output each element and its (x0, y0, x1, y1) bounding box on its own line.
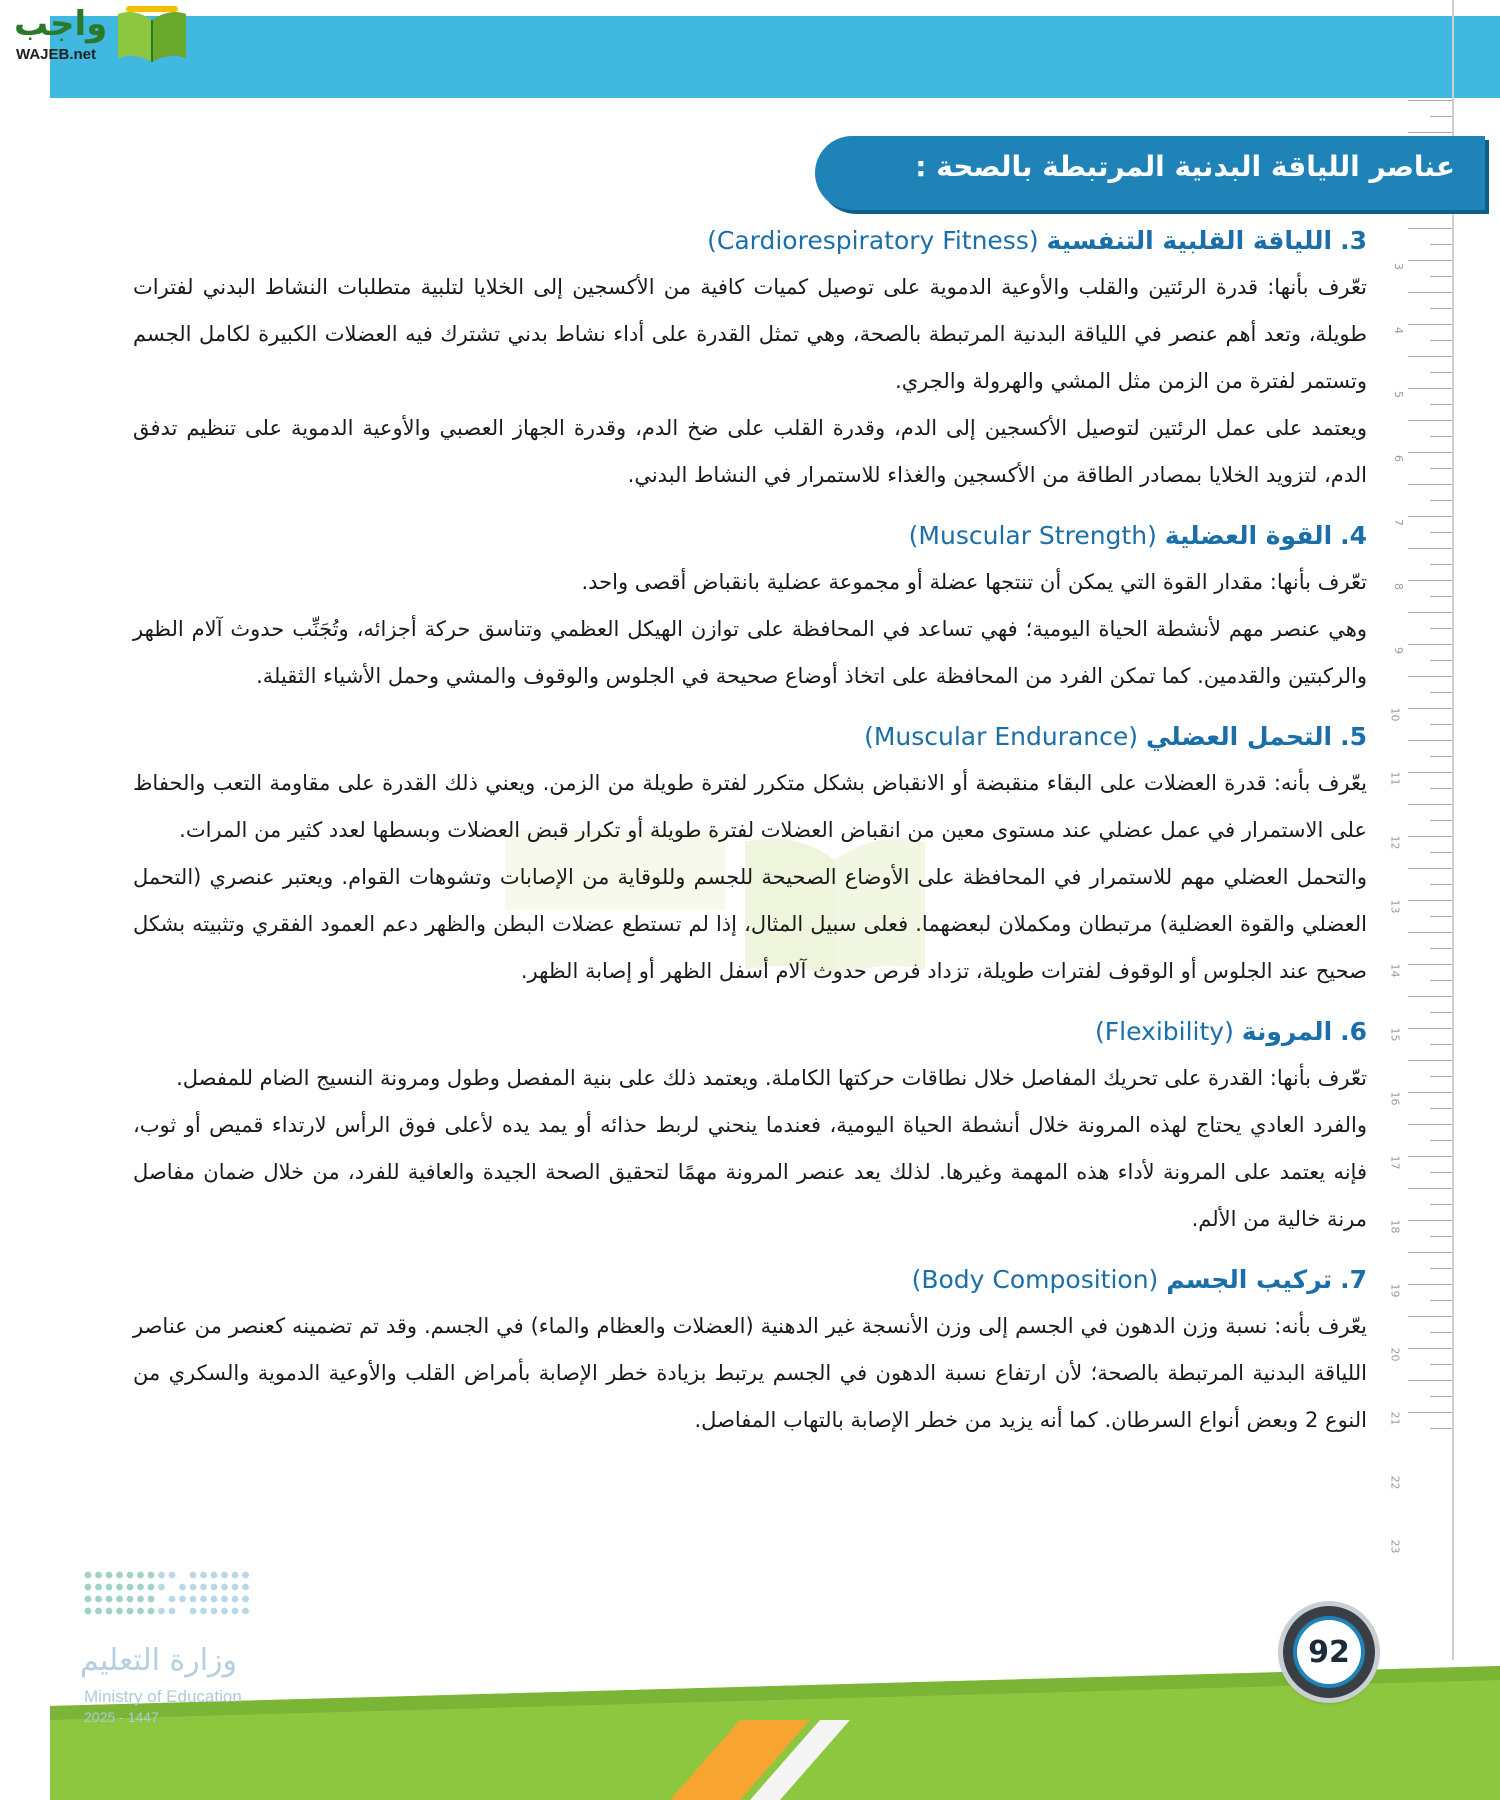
ministry-dot (95, 1608, 102, 1615)
logo-latin-text: WAJEB.net (16, 46, 97, 63)
ministry-english-name: Ministry of Education (84, 1687, 242, 1706)
ministry-dot (200, 1584, 207, 1591)
item-paragraph: والتحمل العضلي مهم للاستمرار في المحافظة على الأوضاع الصحيحة للجسم وللوقاية من الإصابات وتشوهات القوام. ويعتبر عنصري (التحمل العضلي والقوة العضلية) مرتبطان ومكملان لبعضهما. فعلى سبيل المثال، إذا لم تستطع عضلات البطن والظهر دعم العمود الفقري وتثبيته بشكل صحيح عند الجلوس أو الوقوف لفترات طويلة، تزداد فرص حدوث آلام أسفل الظهر أو إصابة الظهر. (133, 865, 1367, 983)
ministry-dot (148, 1584, 155, 1591)
side-ruler (1388, 100, 1452, 1620)
ministry-dot (242, 1572, 249, 1579)
ruler-number: 10 (1388, 707, 1402, 722)
item-paragraph: والفرد العادي يحتاج لهذه المرونة خلال أنشطة الحياة اليومية، فعندما ينحني لربط حذائه أو يمد يده لأعلى فوق الرأس لارتداء قميص أو ثوب، فإنه يعتمد على المرونة لأداء هذه المهمة وغيرها. لذلك يعد عنصر المرونة مهمًا لتحقيق الصحة الجيدة والعافية للفرد، من خلال ضمان مفاصل مرنة خالية من الألم. (133, 1113, 1367, 1231)
ministry-of-education-logo (80, 1565, 270, 1725)
ministry-dot (158, 1584, 165, 1591)
ruler-number: 14 (1388, 963, 1402, 978)
item-title-english: (Body Composition) (911, 1265, 1159, 1294)
ministry-dot (137, 1572, 144, 1579)
ministry-dot (106, 1608, 113, 1615)
ruler-number: 20 (1388, 1347, 1402, 1362)
ministry-dot (95, 1584, 102, 1591)
item-number: 6. (1340, 1017, 1367, 1046)
page-edge-line (1452, 0, 1454, 1800)
ministry-dot (95, 1596, 102, 1603)
ministry-dot (169, 1572, 176, 1579)
item-title-arabic: القوة العضلية (1164, 521, 1333, 550)
ministry-dot (116, 1608, 123, 1615)
item-heading (133, 1009, 1367, 1055)
ministry-dot (148, 1572, 155, 1579)
item-paragraph: يعّرف بأنه: نسبة وزن الدهون في الجسم إلى وزن الأنسجة غير الدهنية (العضلات والعظام والماء) في الجسم. وقد تم تضمينه كعنصر من عناصر اللياقة البدنية المرتبطة بالصحة؛ لأن ارتفاع نسبة الدهون في الجسم يرتبط بزيادة خطر الإصابة بأمراض القلب والأوعية الدموية والسكري من النوع 2 وبعض أنواع السرطان. كما أنه يزيد من خطر الإصابة بالتهاب المفاصل. (133, 1314, 1367, 1432)
ruler-number: 19 (1388, 1283, 1402, 1298)
ruler-number: 16 (1388, 1091, 1402, 1106)
ministry-arabic-name: وزارة التعليم (80, 1643, 238, 1678)
item-title-arabic: التحمل العضلي (1145, 722, 1333, 751)
ministry-dot (232, 1584, 239, 1591)
ministry-dot (127, 1572, 134, 1579)
ministry-dot (85, 1572, 92, 1579)
item-paragraph: يعّرف بأنه: قدرة العضلات على البقاء منقبضة أو الانقباض بشكل متكرر لفترة طويلة من الزمن. ويعني ذلك القدرة على مقاومة التعب والحفاظ على الاستمرار في عمل عضلي عند مستوى معين من انقباض العضلات لفترة طويلة أو تكرار قبض العضلات وبسطها لعدد كثير من المرات. (133, 771, 1367, 842)
ministry-dot (190, 1596, 197, 1603)
ruler-number: 8 (1392, 583, 1405, 590)
ministry-dot (221, 1572, 228, 1579)
ministry-dot (179, 1584, 186, 1591)
ministry-dot (190, 1608, 197, 1615)
ministry-dot (85, 1608, 92, 1615)
ministry-dot (242, 1608, 249, 1615)
ministry-dot (232, 1596, 239, 1603)
ruler-number: 15 (1388, 1027, 1402, 1042)
item-title-arabic: اللياقة القلبية التنفسية (1046, 226, 1333, 255)
ministry-dot (200, 1572, 207, 1579)
ruler-number: 11 (1388, 771, 1402, 786)
ruler-number: 6 (1392, 455, 1405, 462)
ministry-dot (190, 1572, 197, 1579)
ministry-dot (158, 1572, 165, 1579)
ministry-dot (221, 1608, 228, 1615)
ministry-dot (137, 1584, 144, 1591)
ruler-number: 3 (1392, 263, 1405, 270)
page-number-badge (1283, 1606, 1375, 1698)
ministry-dot (127, 1584, 134, 1591)
item-title-arabic: تركيب الجسم (1166, 1265, 1333, 1294)
section-title: عناصر اللياقة البدنية المرتبطة بالصحة : (915, 150, 1455, 183)
ministry-dot (211, 1584, 218, 1591)
ministry-dot (221, 1584, 228, 1591)
logo-arabic-text: واجب (14, 4, 108, 44)
ministry-year: 2025 - 1447 (84, 1709, 159, 1725)
item-paragraph: تعّرف بأنها: مقدار القوة التي يمكن أن تنتجها عضلة أو مجموعة عضلية بانقباض أقصى واحد. (581, 570, 1367, 594)
item-number: 4. (1340, 521, 1367, 550)
ministry-dot (127, 1596, 134, 1603)
item-title-english: (Muscular Endurance) (864, 722, 1139, 751)
ministry-dot (137, 1608, 144, 1615)
item-paragraph: تعّرف بأنها: القدرة على تحريك المفاصل خلال نطاقات حركتها الكاملة. ويعتمد ذلك على بنية المفصل وطول ومرونة النسيج الضام للمفصل. (176, 1066, 1367, 1090)
ministry-dot (179, 1596, 186, 1603)
ruler-number: 9 (1392, 647, 1405, 654)
ministry-dot (106, 1572, 113, 1579)
ministry-dot (116, 1584, 123, 1591)
ministry-dot (106, 1596, 113, 1603)
open-book-icon (114, 6, 190, 66)
section-title-banner (815, 136, 1485, 210)
ministry-dot (211, 1596, 218, 1603)
ruler-number: 12 (1388, 835, 1402, 850)
ruler-number: 21 (1388, 1411, 1402, 1426)
ministry-dot (232, 1608, 239, 1615)
ministry-dot (148, 1596, 155, 1603)
item-heading (133, 1257, 1367, 1303)
ministry-dot (242, 1596, 249, 1603)
ministry-dot (148, 1608, 155, 1615)
ruler-number: 4 (1392, 327, 1405, 334)
ruler-number: 5 (1392, 391, 1405, 398)
top-color-band (50, 16, 1500, 98)
item-title-arabic: المرونة (1241, 1017, 1333, 1046)
ministry-dot (106, 1584, 113, 1591)
ministry-dot (169, 1596, 176, 1603)
ruler-number: 22 (1388, 1475, 1402, 1490)
ruler-number: 18 (1388, 1219, 1402, 1234)
ministry-dot (85, 1584, 92, 1591)
ministry-dot (127, 1608, 134, 1615)
item-title-english: (Flexibility) (1095, 1017, 1234, 1046)
ministry-dot (211, 1608, 218, 1615)
ministry-dot (158, 1608, 165, 1615)
ministry-dot (200, 1608, 207, 1615)
ministry-dot (116, 1596, 123, 1603)
ministry-dot (200, 1596, 207, 1603)
ruler-number: 17 (1388, 1155, 1402, 1170)
wajeb-logo[interactable] (6, 4, 192, 70)
page-number: 92 (1308, 1635, 1350, 1670)
item-paragraph: ويعتمد على عمل الرئتين لتوصيل الأكسجين إلى الدم، وقدرة القلب على ضخ الدم، وقدرة الجهاز العصبي والأوعية الدموية على تنظيم تدفق الدم، لتزويد الخلايا بمصادر الطاقة من الأكسجين والغذاء للاستمرار في النشاط البدني. (133, 416, 1367, 487)
item-heading (133, 513, 1367, 559)
ministry-dot (169, 1608, 176, 1615)
item-heading (133, 218, 1367, 264)
ministry-dots-icon (80, 1565, 260, 1635)
ministry-dot (211, 1572, 218, 1579)
ministry-dot (221, 1596, 228, 1603)
item-paragraph: تعّرف بأنها: قدرة الرئتين والقلب والأوعية الدموية على توصيل كميات كافية من الأكسجين إلى الخلايا لتلبية متطلبات النشاط البدني لفترات طويلة، وتعد أهم عنصر في اللياقة البدنية المرتبطة بالصحة، وهي تمثل القدرة على أداء نشاط بدني تشترك فيه العضلات الكبيرة لكامل الجسم وتستمر لفترة من الزمن مثل المشي والهرولة والجري. (133, 275, 1367, 393)
ministry-dot (242, 1584, 249, 1591)
item-title-english: (Cardiorespiratory Fitness) (707, 226, 1039, 255)
item-title-english: (Muscular Strength) (908, 521, 1157, 550)
main-content (133, 218, 1367, 1444)
ruler-number: 23 (1388, 1539, 1402, 1554)
item-heading (133, 714, 1367, 760)
ministry-dot (190, 1584, 197, 1591)
ministry-dot (137, 1596, 144, 1603)
item-paragraph: وهي عنصر مهم لأنشطة الحياة اليومية؛ فهي تساعد في المحافظة على توازن الهيكل العظمي وتناسق حركة أجزائه، وتُجَنِّب حدوث آلام الظهر والركبتين والقدمين. كما تمكن الفرد من المحافظة على اتخاذ أوضاع صحيحة في الجلوس والوقوف والمشي وحمل الأشياء الثقيلة. (133, 617, 1367, 688)
ministry-dot (116, 1572, 123, 1579)
ministry-dot (85, 1596, 92, 1603)
item-number: 7. (1340, 1265, 1367, 1294)
ministry-dot (232, 1572, 239, 1579)
item-number: 3. (1340, 226, 1367, 255)
ruler-number: 13 (1388, 899, 1402, 914)
item-number: 5. (1340, 722, 1367, 751)
ministry-dot (95, 1572, 102, 1579)
ruler-number: 7 (1392, 519, 1405, 526)
